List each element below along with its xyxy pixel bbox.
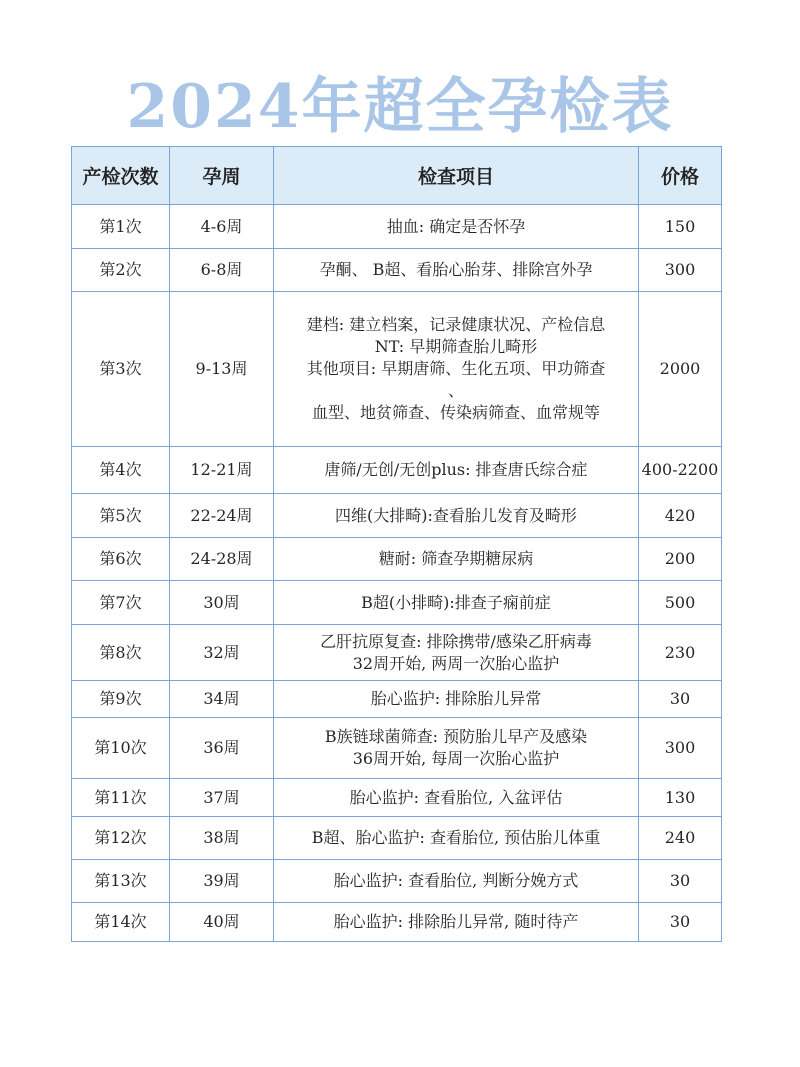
item-line: 孕酮、 B超、看胎心胎芽、排除宫外孕 <box>319 260 593 279</box>
week-cell: 22-24周 <box>170 494 274 538</box>
visit-cell: 第9次 <box>72 681 170 718</box>
table-row <box>72 817 722 860</box>
visit-cell: 第4次 <box>72 447 170 494</box>
visit-cell: 第5次 <box>72 494 170 538</box>
header-items: 检查项目 <box>274 147 639 205</box>
table-header-row <box>72 147 722 205</box>
visit-cell: 第7次 <box>72 581 170 625</box>
item-line: B超、胎心监护: 查看胎位, 预估胎儿体重 <box>311 828 601 847</box>
item-line: 、 <box>447 381 464 400</box>
items-cell <box>274 625 639 681</box>
visit-cell: 第1次 <box>72 205 170 249</box>
items-cell <box>274 903 639 942</box>
header-visit: 产检次数 <box>72 147 170 205</box>
items-cell <box>274 205 639 249</box>
item-line: 胎心监护: 排除胎儿异常 <box>370 689 542 708</box>
price-cell: 150 <box>639 205 722 249</box>
table-row <box>72 625 722 681</box>
items-cell <box>274 718 639 779</box>
visit-cell: 第3次 <box>72 292 170 447</box>
table-row <box>72 538 722 581</box>
table-row <box>72 681 722 718</box>
week-cell: 4-6周 <box>170 205 274 249</box>
price-cell: 500 <box>639 581 722 625</box>
visit-cell: 第8次 <box>72 625 170 681</box>
item-line: 36周开始, 每周一次胎心监护 <box>352 749 560 768</box>
table-row <box>72 903 722 942</box>
price-cell: 230 <box>639 625 722 681</box>
week-cell: 37周 <box>170 779 274 817</box>
table-row <box>72 447 722 494</box>
items-cell <box>274 292 639 447</box>
items-cell <box>274 538 639 581</box>
price-cell: 300 <box>639 249 722 292</box>
items-cell <box>274 779 639 817</box>
item-line: 32周开始, 两周一次胎心监护 <box>352 653 560 673</box>
price-cell: 400-2200 <box>639 447 722 494</box>
price-cell: 200 <box>639 538 722 581</box>
price-cell: 30 <box>639 681 722 718</box>
item-line: 血型、地贫筛查、传染病筛查、血常规等 <box>311 403 600 422</box>
table-row <box>72 205 722 249</box>
visit-cell: 第6次 <box>72 538 170 581</box>
items-cell <box>274 494 639 538</box>
item-line: 乙肝抗原复查: 排除携带/感染乙肝病毒 <box>320 631 592 651</box>
items-cell <box>274 249 639 292</box>
price-cell: 30 <box>639 860 722 903</box>
items-cell <box>274 817 639 860</box>
week-cell: 32周 <box>170 625 274 681</box>
week-cell: 39周 <box>170 860 274 903</box>
week-cell: 24-28周 <box>170 538 274 581</box>
items-cell <box>274 860 639 903</box>
header-price: 价格 <box>639 147 722 205</box>
price-cell: 420 <box>639 494 722 538</box>
item-line: 建档: 建立档案，记录健康状况、产检信息 <box>306 315 606 334</box>
visit-cell: 第12次 <box>72 817 170 860</box>
item-line: 抽血: 确定是否怀孕 <box>386 216 526 236</box>
week-cell: 30周 <box>170 581 274 625</box>
table-row <box>72 292 722 447</box>
table-row <box>72 249 722 292</box>
items-cell <box>274 681 639 718</box>
week-cell: 36周 <box>170 718 274 779</box>
item-line: NT: 早期筛查胎儿畸形 <box>374 337 538 356</box>
visit-cell: 第11次 <box>72 779 170 817</box>
week-cell: 9-13周 <box>170 292 274 447</box>
price-cell: 300 <box>639 718 722 779</box>
items-cell <box>274 581 639 625</box>
table-row <box>72 494 722 538</box>
price-cell: 130 <box>639 779 722 817</box>
table-row <box>72 779 722 817</box>
week-cell: 6-8周 <box>170 249 274 292</box>
item-line: 胎心监护: 查看胎位, 入盆评估 <box>349 787 563 807</box>
item-line: 唐筛/无创/无创plus: 排查唐氏综合症 <box>324 460 588 479</box>
visit-cell: 第10次 <box>72 718 170 779</box>
prenatal-checkup-table <box>71 146 722 942</box>
price-cell: 2000 <box>639 292 722 447</box>
visit-cell: 第13次 <box>72 860 170 903</box>
item-line: 四维(大排畸):查看胎儿发育及畸形 <box>335 505 577 525</box>
table-row <box>72 718 722 779</box>
price-cell: 240 <box>639 817 722 860</box>
price-cell: 30 <box>639 903 722 942</box>
week-cell: 12-21周 <box>170 447 274 494</box>
item-line: 胎心监护: 查看胎位, 判断分娩方式 <box>333 871 579 890</box>
item-line: B族链球菌筛查: 预防胎儿早产及感染 <box>324 727 588 746</box>
page-title: 2024年超全孕检表 <box>126 72 674 142</box>
item-line: 糖耐: 筛查孕期糖尿病 <box>378 549 534 568</box>
header-week: 孕周 <box>170 147 274 205</box>
table-row <box>72 581 722 625</box>
items-cell <box>274 447 639 494</box>
week-cell: 34周 <box>170 681 274 718</box>
visit-cell: 第14次 <box>72 903 170 942</box>
table-row <box>72 860 722 903</box>
item-line: 其他项目: 早期唐筛、生化五项、甲功筛查 <box>306 359 606 378</box>
item-line: B超(小排畸):排查子痫前症 <box>361 592 551 612</box>
item-line: 胎心监护: 排除胎儿异常, 随时待产 <box>333 912 579 931</box>
week-cell: 40周 <box>170 903 274 942</box>
week-cell: 38周 <box>170 817 274 860</box>
visit-cell: 第2次 <box>72 249 170 292</box>
